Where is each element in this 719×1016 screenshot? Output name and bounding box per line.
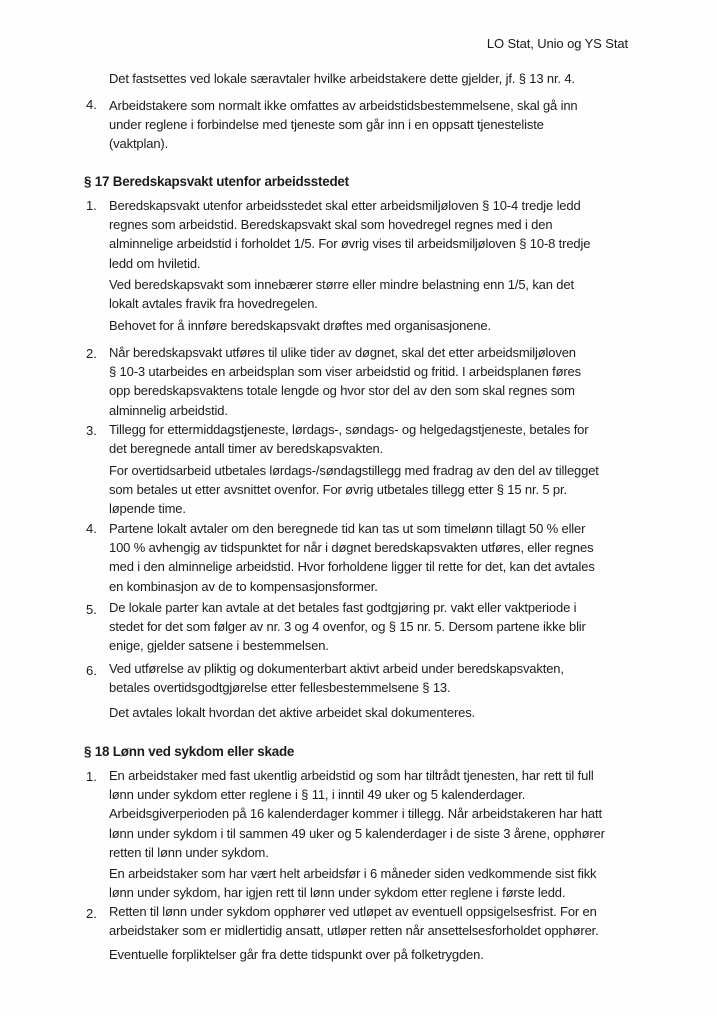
text-line: lønn under sykdom i til sammen 49 uker og 5 kalenderdager i de siste 3 årene, opphører xyxy=(109,825,605,841)
list-number: 2. xyxy=(86,906,97,921)
page-header-organization: LO Stat, Unio og YS Stat xyxy=(486,36,628,51)
text-line: Det fastsettes ved lokale særavtaler hvilke arbeidstakere dette gjelder, jf. § 13 nr. 4. xyxy=(109,71,575,86)
text-line: løpende time. xyxy=(109,501,186,517)
text-line: En arbeidstaker som har vært helt arbeidsfør i 6 måneder siden vedkommende sist fikk xyxy=(109,866,597,881)
text-line: enige, gjelder satsene i bestemmelsen. xyxy=(109,638,329,654)
text-line: Når beredskapsvakt utføres til ulike tider av døgnet, skal det etter arbeidsmiljøloven xyxy=(109,345,576,360)
text-line: det beregnede antall timer av beredskapsvakten. xyxy=(109,441,384,457)
list-number: 4. xyxy=(86,521,97,536)
text-line: som betales ut etter avsnittet ovenfor. For øvrig utbetales tillegg etter § 15 nr. 5 pr. xyxy=(109,482,567,498)
text-line: lønn under sykdom, har igjen rett til lønn under sykdom etter reglene i første ledd. xyxy=(109,885,566,901)
list-number: 2. xyxy=(86,346,97,361)
text-line: alminnelige arbeidstid i forholdet 1/5. For øvrig vises til arbeidsmiljøloven § 10-8 tredje xyxy=(109,236,591,252)
text-line: De lokale parter kan avtale at det betales fast godtgjøring pr. vakt eller vaktperiode i xyxy=(109,600,577,615)
text-line: For overtidsarbeid utbetales lørdags-/søndagstillegg med fradrag av den del av tillegget xyxy=(109,463,599,478)
text-line: med i den alminnelige arbeidstid. Hvor forholdene ligger til rette for det, kan det avtales xyxy=(109,559,595,575)
paragraph xyxy=(109,945,629,964)
list-item-text xyxy=(109,659,629,697)
paragraph xyxy=(109,275,629,313)
text-line: opp beredskapsvaktens totale lengde og hvor stor del av den som skal regnes som xyxy=(109,383,575,399)
list-number: 5. xyxy=(86,602,97,617)
section-heading-17: § 17 Beredskapsvakt utenfor arbeidsstedet xyxy=(84,174,349,189)
list-item-text xyxy=(109,343,629,420)
text-line: Partene lokalt avtaler om den beregnede tid kan tas ut som timelønn tillagt 50 % eller xyxy=(109,521,586,536)
text-line: Eventuelle forpliktelser går fra dette tidspunkt over på folketrygden. xyxy=(109,947,484,962)
list-item-text xyxy=(109,196,629,273)
text-line: ledd om hviletid. xyxy=(109,255,201,271)
text-line: arbeidstaker som er midlertidig ansatt, utløper retten når ansettelsesforholdet opphører. xyxy=(109,923,599,939)
text-line: 100 % avhengig av tidspunktet for når i døgnet beredskapsvakten utføres, eller regnes xyxy=(109,540,594,556)
list-number: 3. xyxy=(86,423,97,438)
text-line: regnes som arbeidstid. Beredskapsvakt skal som hovedregel regnes med i den xyxy=(109,217,553,233)
text-line: Behovet for å innføre beredskapsvakt drøftes med organisasjonene. xyxy=(109,318,491,333)
list-number: 6. xyxy=(86,663,97,678)
intro-paragraph xyxy=(109,69,629,88)
text-line: § 10-3 utarbeides en arbeidsplan som viser arbeidstid og fritid. I arbeidsplanen føres xyxy=(109,364,581,380)
text-line: Tillegg for ettermiddagstjeneste, lørdags-, søndags- og helgedagstjeneste, betales for xyxy=(109,422,589,437)
text-line: En arbeidstaker med fast ukentlig arbeidstid og som har tiltrådt tjenesten, har rett til full xyxy=(109,768,594,783)
paragraph xyxy=(109,864,629,902)
text-line: Beredskapsvakt utenfor arbeidsstedet skal etter arbeidsmiljøloven § 10-4 tredje ledd xyxy=(109,198,581,213)
paragraph xyxy=(109,461,629,519)
list-item-text xyxy=(109,96,629,154)
text-line: alminnelig arbeidstid. xyxy=(109,402,228,418)
list-number: 1. xyxy=(86,769,97,784)
text-line: Ved beredskapsvakt som innebærer større eller mindre belastning enn 1/5, kan det xyxy=(109,277,574,292)
list-item-text xyxy=(109,420,629,458)
list-number: 4. xyxy=(86,97,97,112)
list-number: 1. xyxy=(86,198,97,213)
text-line: under reglene i forbindelse med tjeneste som går inn i en oppsatt tjenesteliste xyxy=(109,117,544,133)
paragraph xyxy=(109,316,629,335)
text-line: stedet for det som følger av nr. 3 og 4 ovenfor, og § 15 nr. 5. Dersom partene ikke blir xyxy=(109,619,586,635)
text-line: Det avtales lokalt hvordan det aktive arbeidet skal dokumenteres. xyxy=(109,705,476,720)
paragraph xyxy=(109,703,629,722)
text-line: Arbeidstakere som normalt ikke omfattes av arbeidstidsbestemmelsene, skal gå inn xyxy=(109,98,578,113)
list-item-text xyxy=(109,902,629,940)
list-item-text xyxy=(109,598,629,656)
section-heading-18: § 18 Lønn ved sykdom eller skade xyxy=(84,744,295,759)
text-line: (vaktplan). xyxy=(109,136,169,152)
list-item-text xyxy=(109,519,629,596)
text-line: retten til lønn under sykdom. xyxy=(109,844,269,860)
text-line: lønn under sykdom etter reglene i § 11, i inntil 49 uker og 5 kalenderdager. xyxy=(109,787,526,803)
text-line: Retten til lønn under sykdom opphører ved utløpet av eventuell oppsigelsesfrist. For en xyxy=(109,904,597,919)
text-line: en kombinasjon av de to kompensasjonsformer. xyxy=(109,578,378,594)
text-line: betales overtidsgodtgjørelse etter fellesbestemmelsene § 13. xyxy=(109,680,451,696)
text-line: Arbeidsgiverperioden på 16 kalenderdager kommer i tillegg. Når arbeidstakeren har hatt xyxy=(109,806,602,822)
text-line: Ved utførelse av pliktig og dokumenterbart aktivt arbeid under beredskapsvakten, xyxy=(109,661,564,676)
text-line: lokalt avtales fravik fra hovedregelen. xyxy=(109,296,318,312)
list-item-text xyxy=(109,766,629,862)
